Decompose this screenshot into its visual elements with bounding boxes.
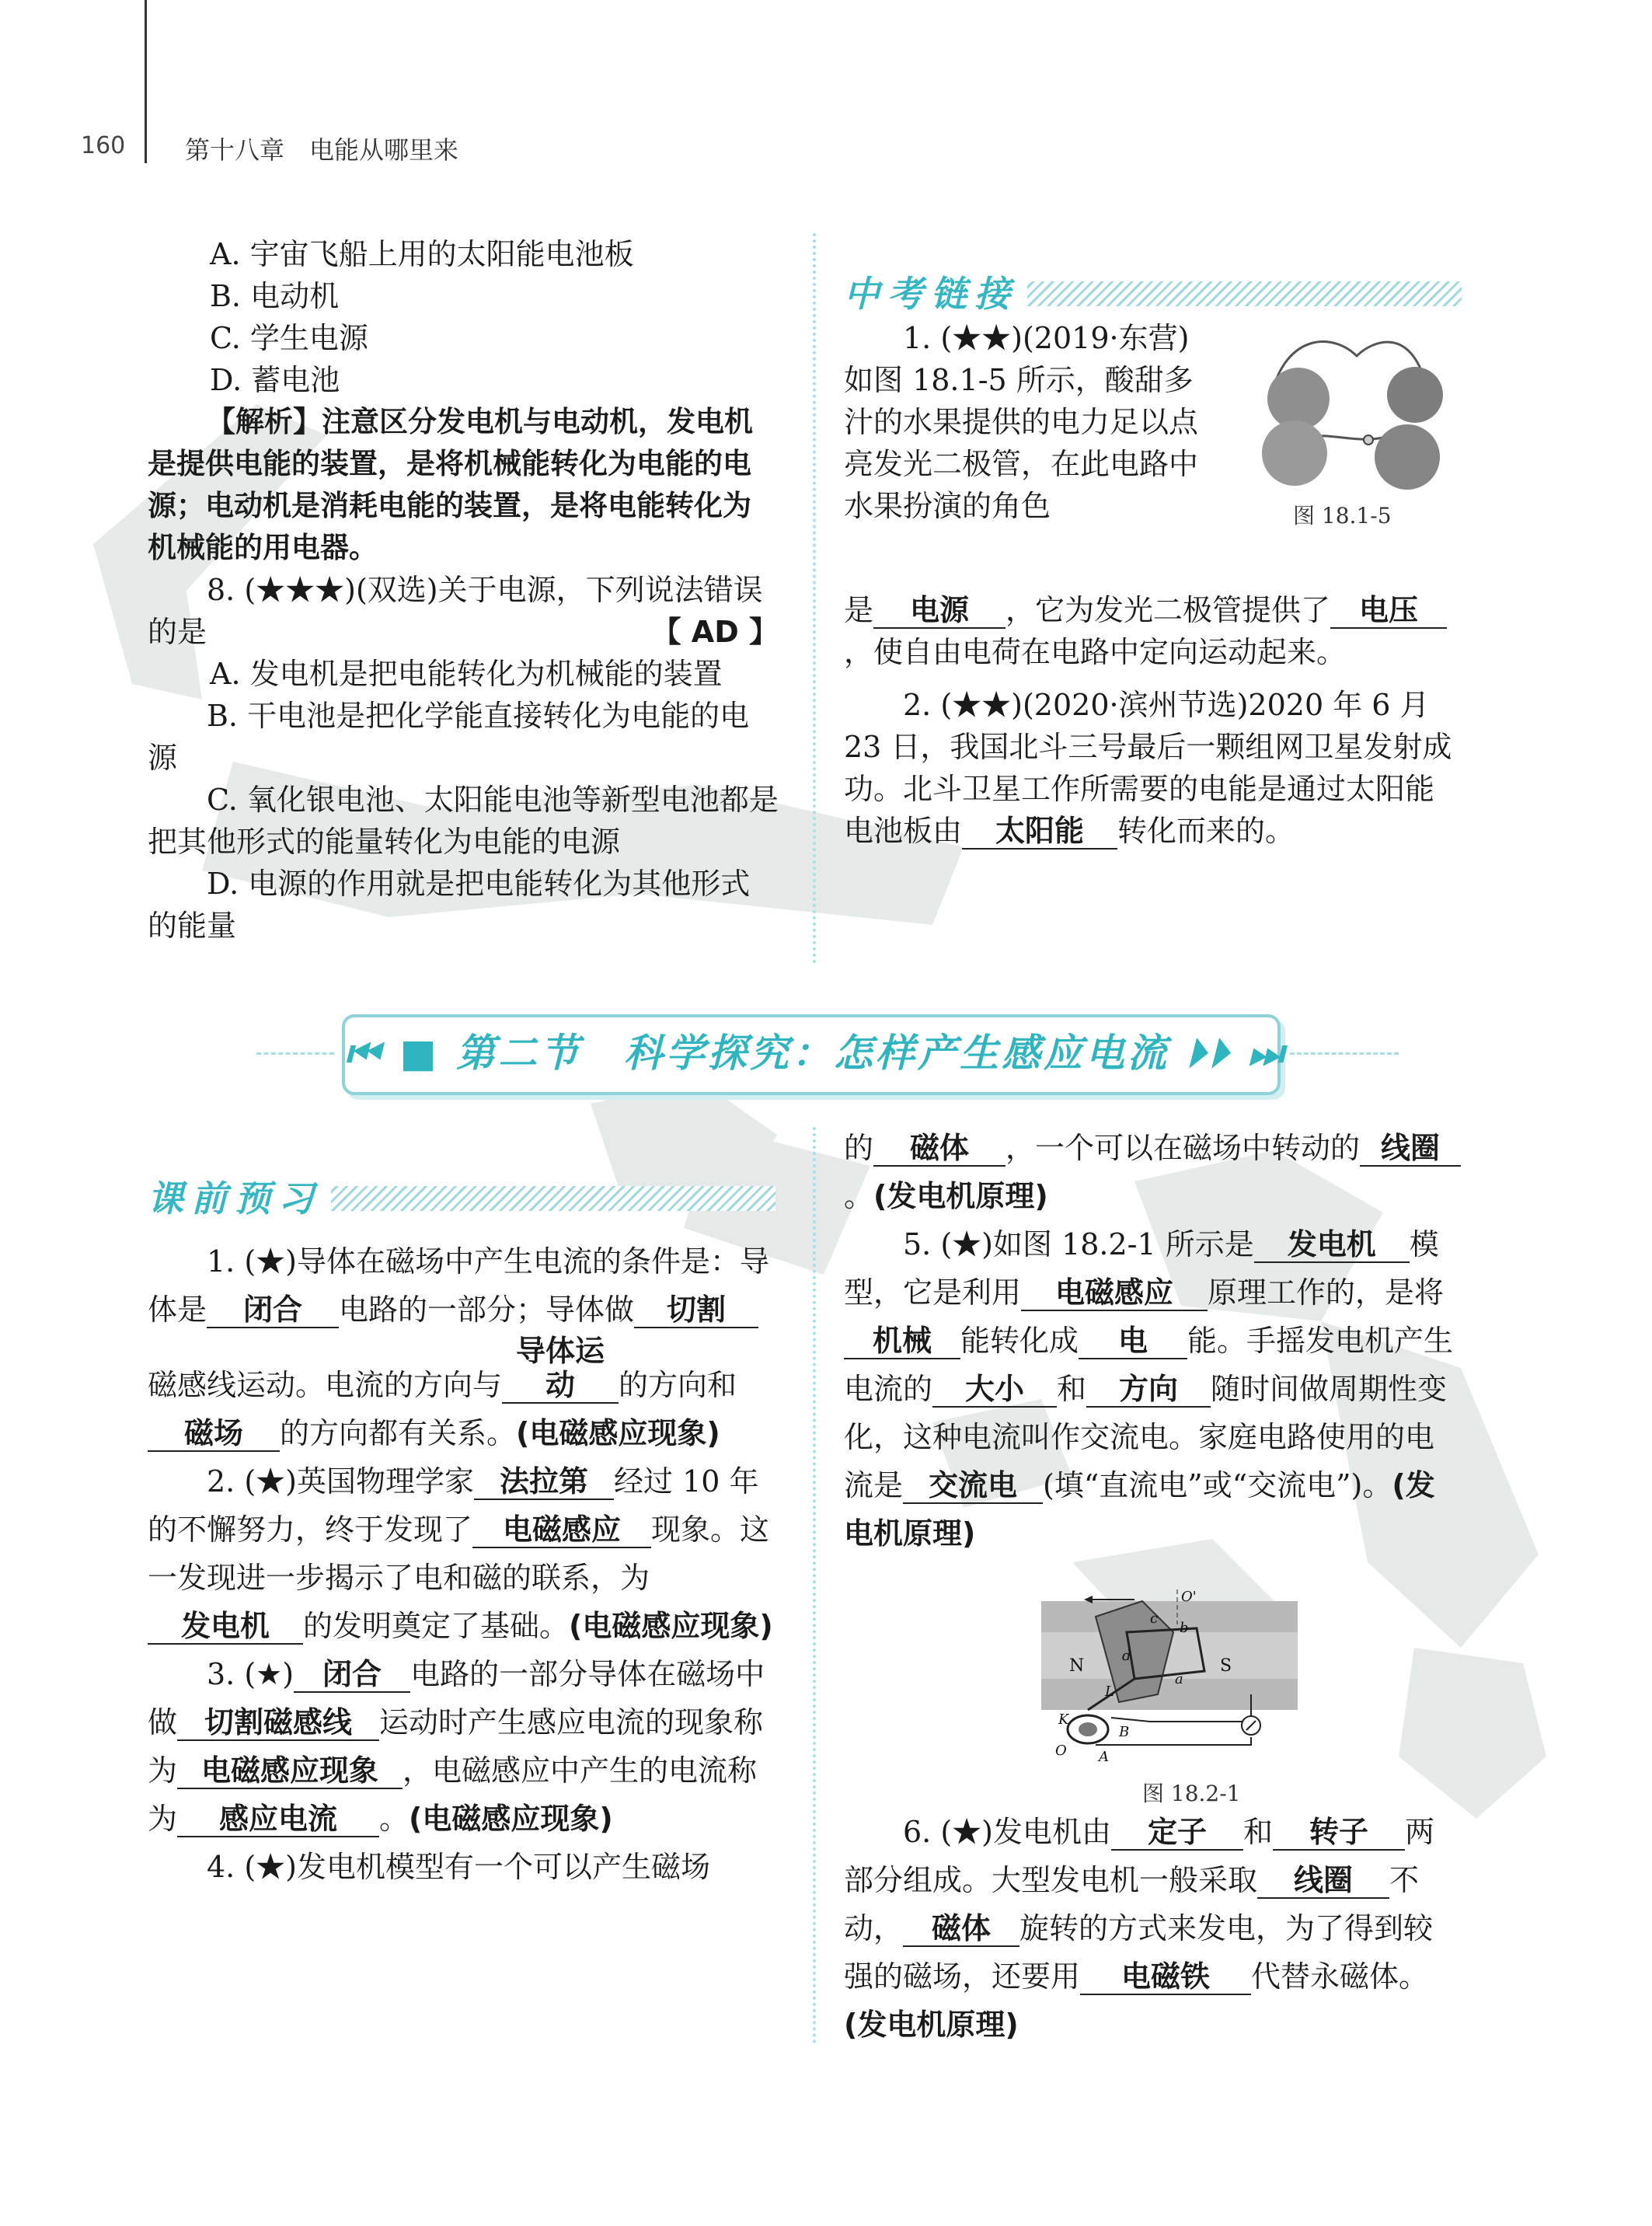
q2-text-1: 2. (★)英国物理学家 <box>207 1464 474 1499</box>
preview-heading <box>148 1175 775 1225</box>
q1-text-2: 电路的一部分；导体做 <box>339 1293 635 1327</box>
link-q1-answers <box>844 589 1462 673</box>
label-n: N <box>1069 1656 1085 1676</box>
preview-title: 课前预习 <box>148 1175 331 1222</box>
q5-text-7: 随时间做周期性变化，这种电流叫作交流电。家庭电路使用的电流是 <box>844 1372 1448 1502</box>
figure-caption-18-1-5: 图 18.1-5 <box>1293 503 1392 529</box>
link-q1-text-4: ，使自由电荷在电路中定向运动起来。 <box>844 635 1347 669</box>
q6-text-2: 和 <box>1243 1815 1274 1849</box>
q3-answer-1: 闭合 <box>294 1657 410 1693</box>
q3-text-1: 3. (★) <box>207 1657 295 1691</box>
link-q1-answer-1: 电源 <box>873 593 1005 629</box>
label-c: c <box>1150 1610 1159 1627</box>
q3-answer-3: 电磁感应现象 <box>177 1753 403 1789</box>
q1-text-3: 磁感线运动。电流的方向与 <box>148 1368 503 1402</box>
q2-tag: (电磁感应现象) <box>569 1609 773 1643</box>
q5-text-5: 能。手摇发电机产生电流的 <box>844 1324 1454 1406</box>
q2-answer-2: 电磁感应 <box>472 1512 651 1548</box>
left-bottom-column <box>148 1237 779 1891</box>
label-big-a: A <box>1099 1749 1109 1764</box>
q5-text-1: 5. (★)如图 18.2-1 所示是 <box>903 1227 1254 1261</box>
q6-tag: (发电机原理) <box>844 2008 1019 2042</box>
q2-answer-1: 法拉第 <box>474 1464 614 1500</box>
q6-text-5: 旋转的方式来发电，为了得到较强的磁场，还要用 <box>844 1911 1434 1994</box>
q6-text-4: 不动， <box>844 1863 1420 1945</box>
preview-q4-start: 4. (★)发电机模型有一个可以产生磁场 <box>207 1850 710 1884</box>
q3-text-2: 电路的一部分导体在磁场中做 <box>148 1657 765 1739</box>
section-banner-row <box>345 1025 1286 1081</box>
question-8-answer: 【 AD 】 <box>651 615 779 649</box>
q3-text-4: ，电磁感应中产生的电流称为 <box>148 1753 758 1836</box>
q1-answer-1: 闭合 <box>207 1293 339 1328</box>
q3-text-3: 运动时产生感应电流的现象称为 <box>148 1705 764 1788</box>
q6-answer-2: 转子 <box>1273 1815 1405 1851</box>
q8-option-d: D. 电源的作用就是把电能转化为其他形式的能量 <box>148 867 751 943</box>
link-q2-text-1: 2. (★★)(2020·滨州节选)2020 年 6 月 23 日，我国北斗三号最后一颗组网卫星发射成功。北斗卫星工作所需要的电能是通过太阳能电池板由 <box>844 688 1452 848</box>
generator-figure <box>1041 1586 1298 1764</box>
q6-answer-4: 磁体 <box>903 1911 1019 1947</box>
q2-text-3: 现象。这一发现进一步揭示了电和磁的联系，为 <box>148 1512 770 1595</box>
chapter-title: 第十八章 电能从哪里来 <box>185 135 459 165</box>
label-a: a <box>1175 1671 1183 1687</box>
link-q2-text-2: 转化而来的。 <box>1117 814 1295 848</box>
fruit-battery-figure <box>1240 325 1455 496</box>
link-q2 <box>844 684 1462 852</box>
preview-q4-continued <box>844 1124 1462 1220</box>
q5-text-6: 和 <box>1057 1372 1087 1406</box>
q4-text-4: 。 <box>844 1179 874 1213</box>
q8-option-a: A. 发电机是把电能转化为机械能的装置 <box>210 657 723 691</box>
question-8 <box>148 569 779 653</box>
q4-text-3: ，一个可以在磁场中转动的 <box>1005 1131 1361 1165</box>
link-q1-text: 1. (★★)(2019·东营)如图 18.1-5 所示，酸甜多汁的水果提供的电力足以点亮发光二极管，在此电路中水果扮演的角色 <box>844 321 1199 523</box>
q4-answer-1: 磁体 <box>873 1131 1005 1167</box>
q1-answer-3: 导体运动 <box>502 1334 619 1404</box>
q5-text-2: 模型，它是利用 <box>844 1227 1439 1310</box>
exam-link-title: 中考链接 <box>844 270 1027 317</box>
preview-q1 <box>148 1237 779 1457</box>
q1-answer-4: 磁场 <box>148 1416 280 1452</box>
right-bottom-column-q6 <box>844 1808 1462 2049</box>
section-banner <box>342 1014 1286 1095</box>
label-s: S <box>1220 1656 1232 1676</box>
label-l: L <box>1105 1683 1114 1700</box>
preview-q5 <box>844 1220 1462 1558</box>
link-q2-answer: 太阳能 <box>962 814 1117 850</box>
q6-answer-5: 电磁铁 <box>1080 1959 1251 1995</box>
q5-text-8: (填“直流电”或“交流电”)。 <box>1043 1468 1392 1502</box>
label-b: b <box>1180 1620 1189 1636</box>
preview-q2 <box>148 1457 779 1650</box>
q6-answer-1: 定子 <box>1111 1815 1243 1851</box>
option-d: D. 蓄电池 <box>210 363 340 397</box>
q5-answer-3: 机械 <box>844 1324 960 1359</box>
analysis: 【解析】注意区分发电机与电动机，发电机是提供电能的装置，是将机械能转化为电能的电源；电动机是消耗电能的装置，是将电能转化为机械能的用电器。 <box>148 405 753 564</box>
q2-text-2: 经过 10 年的不懈努力，终于发现了 <box>148 1464 759 1547</box>
forward-icon: ⏵⏵ ⏭ <box>1169 1031 1286 1076</box>
banner-dash-left <box>256 1052 334 1055</box>
q5-tag: (发电机原理) <box>844 1468 1435 1551</box>
section-banner-title: 第二节 科学探究：怎样产生感应电流 <box>456 1031 1170 1076</box>
q3-text-5: 。 <box>379 1802 410 1836</box>
rewind-icon: ⏮ ■ <box>345 1031 457 1076</box>
q2-answer-3: 发电机 <box>148 1609 303 1645</box>
exam-link-heading <box>844 270 1462 320</box>
q5-answer-4: 电 <box>1079 1324 1187 1359</box>
label-o-bottom: O <box>1055 1743 1067 1759</box>
link-q1-answer-2: 电压 <box>1330 593 1447 629</box>
label-o-top: O' <box>1181 1589 1197 1605</box>
page-number: 160 <box>81 132 126 159</box>
preview-q3 <box>148 1650 779 1843</box>
q1-answer-2: 切割 <box>634 1293 758 1328</box>
q5-answer-7: 交流电 <box>903 1468 1043 1504</box>
left-top-column <box>148 233 779 947</box>
question-8-stem: 8. (★★★)(双选)关于电源，下列说法错误的是 <box>148 573 763 649</box>
q2-text-4: 的发明奠定了基础。 <box>303 1609 570 1643</box>
q8-option-c: C. 氧化银电池、太阳能电池等新型电池都是把其他形式的能量转化为电能的电源 <box>148 783 779 859</box>
q5-answer-1: 发电机 <box>1254 1227 1410 1263</box>
q3-tag: (电磁感应现象) <box>409 1802 613 1836</box>
q1-text-5: 的方向都有关系。 <box>280 1416 517 1450</box>
q1-text-4: 的方向和 <box>619 1368 737 1402</box>
link-q1-text-3: ，它为发光二极管提供了 <box>1005 593 1331 627</box>
q5-text-3: 原理工作的，是将 <box>1208 1275 1445 1310</box>
column-divider-top <box>813 233 816 964</box>
q6-text-1: 6. (★)发电机由 <box>903 1815 1111 1849</box>
q6-text-6: 代替永磁体。 <box>1251 1959 1429 1994</box>
right-bottom-column <box>844 1124 1462 1558</box>
option-a: A. 宇宙飞船上用的太阳能电池板 <box>210 237 634 271</box>
q4-tag: (发电机原理) <box>873 1179 1048 1213</box>
figure-caption-18-2-1: 图 18.2-1 <box>1142 1781 1241 1806</box>
label-big-b: B <box>1119 1724 1130 1740</box>
q1-tag: (电磁感应现象) <box>516 1416 720 1450</box>
header-rule <box>145 0 147 163</box>
q4-text-2: 的 <box>844 1131 874 1165</box>
label-k: K <box>1058 1711 1069 1728</box>
banner-dash-right <box>1290 1052 1399 1055</box>
link-q1-text-2: 是 <box>844 593 874 627</box>
q8-option-b: B. 干电池是把化学能直接转化为电能的电源 <box>148 699 750 775</box>
q5-answer-2: 电磁感应 <box>1021 1275 1208 1311</box>
q1-text-1: 1. (★)导体在磁场中产生电流的条件是：导体是 <box>148 1244 769 1327</box>
q6-text-3: 两部分组成。大型发电机一般采取 <box>844 1815 1435 1897</box>
q3-answer-4: 感应电流 <box>177 1802 379 1837</box>
link-q1-intro <box>844 317 1209 527</box>
option-c: C. 学生电源 <box>210 321 368 355</box>
column-divider-bottom <box>813 1127 816 2044</box>
q5-answer-6: 方向 <box>1086 1372 1211 1408</box>
preview-q6 <box>844 1808 1462 2049</box>
q3-answer-2: 切割磁感线 <box>177 1705 379 1741</box>
label-d: d <box>1122 1648 1131 1664</box>
option-b: B. 电动机 <box>210 279 340 313</box>
q4-answer-2: 线圈 <box>1360 1131 1461 1167</box>
q5-answer-5: 大小 <box>932 1372 1057 1408</box>
link-q1-continued <box>844 589 1462 852</box>
q6-answer-3: 线圈 <box>1257 1863 1389 1899</box>
q5-text-4: 能转化成 <box>960 1324 1079 1358</box>
